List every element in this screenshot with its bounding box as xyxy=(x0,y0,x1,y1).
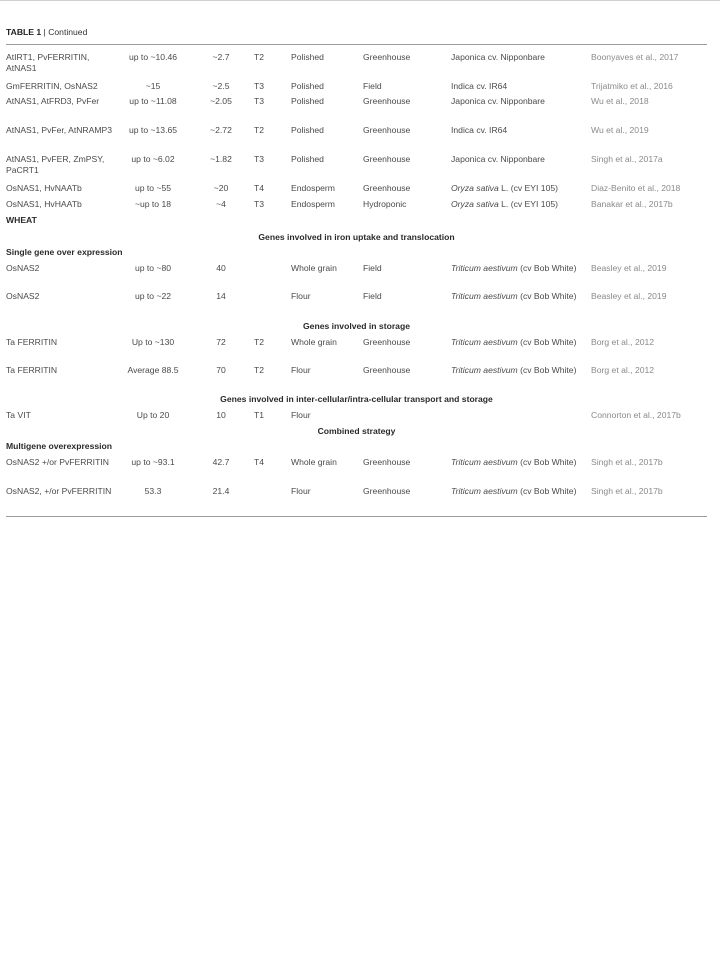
fold-cell: ~2.05 xyxy=(210,96,232,106)
generation-cell: T2 xyxy=(254,52,265,62)
generation-cell: T2 xyxy=(254,365,265,375)
condition-cell: Greenhouse xyxy=(363,52,411,62)
gene-cell: OsNAS1, HvNAATb xyxy=(6,183,82,193)
section-heading-combined: Combined strategy xyxy=(317,426,396,436)
species-name: Triticum aestivum xyxy=(451,486,518,496)
gene-cell: Ta VIT xyxy=(6,410,31,420)
gene-cell: OsNAS2 xyxy=(6,263,40,273)
gene-cell: OsNAS1, HvHAATb xyxy=(6,199,82,209)
table-label: TABLE 1 xyxy=(6,27,42,37)
tissue-cell: Flour xyxy=(291,486,311,496)
generation-cell: T1 xyxy=(254,410,265,420)
increase-cell: ~up to 18 xyxy=(134,199,172,209)
generation-cell: T3 xyxy=(254,199,265,209)
reference-cell: Banakar et al., 2017b xyxy=(591,199,673,209)
caption-separator: | xyxy=(41,27,49,37)
cultivar-cell: Japonica cv. Nipponbare xyxy=(451,154,545,164)
reference-cell: Singh et al., 2017b xyxy=(591,457,663,467)
tissue-cell: Endosperm xyxy=(291,199,335,209)
fold-cell: 21.4 xyxy=(212,486,230,496)
reference-cell: Connorton et al., 2017b xyxy=(591,410,681,420)
section-heading-storage: Genes involved in storage xyxy=(303,321,410,331)
tissue-cell: Whole grain xyxy=(291,337,337,347)
increase-cell: Average 88.5 xyxy=(127,365,179,375)
fold-cell: 14 xyxy=(216,291,226,301)
cultivar-cell xyxy=(451,291,581,302)
table-caption xyxy=(6,27,87,37)
tissue-cell: Flour xyxy=(291,291,311,301)
cultivar-cell: Japonica cv. Nipponbare xyxy=(451,96,545,106)
increase-cell: 53.3 xyxy=(144,486,162,496)
cultivar-cell: Indica cv. IR64 xyxy=(451,125,508,135)
wheat-heading: WHEAT xyxy=(6,215,37,225)
reference-cell: Trijatmiko et al., 2016 xyxy=(591,81,673,91)
reference-cell: Singh et al., 2017b xyxy=(591,486,663,496)
condition-cell: Greenhouse xyxy=(363,486,411,496)
cultivar-cell: Indica cv. IR64 xyxy=(451,81,508,91)
condition-cell: Field xyxy=(363,263,382,273)
tissue-cell: Polished xyxy=(291,96,324,106)
generation-cell: T2 xyxy=(254,337,265,347)
reference-cell: Beasley et al., 2019 xyxy=(591,263,667,273)
condition-cell: Greenhouse xyxy=(363,457,411,467)
increase-cell: ~15 xyxy=(145,81,161,91)
species-name: Oryza sativa xyxy=(451,199,499,209)
table-bottom-rule xyxy=(6,516,707,517)
cultivar-detail: (cv Bob White) xyxy=(517,291,577,301)
tissue-cell: Whole grain xyxy=(291,457,337,467)
fold-cell: 10 xyxy=(216,410,226,420)
cultivar-detail: (cv Bob White) xyxy=(517,486,577,496)
increase-cell: up to ~80 xyxy=(134,263,172,273)
cultivar-cell xyxy=(451,263,581,274)
generation-cell: T4 xyxy=(254,457,265,467)
species-name: Triticum aestivum xyxy=(451,457,518,467)
reference-cell: Boonyaves et al., 2017 xyxy=(591,52,679,62)
species-name: Triticum aestivum xyxy=(451,365,518,375)
increase-cell: Up to ~130 xyxy=(131,337,175,347)
generation-cell: T3 xyxy=(254,81,265,91)
increase-cell: up to ~11.08 xyxy=(129,96,177,106)
reference-cell: Singh et al., 2017a xyxy=(591,154,663,164)
cultivar-cell: Japonica cv. Nipponbare xyxy=(451,52,545,62)
gene-cell: AtNAS1, AtFRD3, PvFer xyxy=(6,96,100,106)
subsection-heading-multi: Multigene overexpression xyxy=(6,441,113,451)
top-border xyxy=(0,0,720,1)
gene-cell: AtNAS1, PvFer, AtNRAMP3 xyxy=(6,125,113,135)
cultivar-cell xyxy=(451,486,581,497)
fold-cell: ~2.5 xyxy=(212,81,230,91)
reference-cell: Wu et al., 2018 xyxy=(591,96,649,106)
cultivar-detail: (cv Bob White) xyxy=(517,365,577,375)
tissue-cell: Flour xyxy=(291,410,311,420)
caption-text: Continued xyxy=(48,27,88,37)
fold-cell: ~2.72 xyxy=(210,125,232,135)
cultivar-detail: (cv Bob White) xyxy=(517,263,577,273)
reference-cell: Borg et al., 2012 xyxy=(591,337,655,347)
reference-cell: Beasley et al., 2019 xyxy=(591,291,667,301)
generation-cell: T3 xyxy=(254,154,265,164)
section-heading-transport: Genes involved in inter-cellular/intra-cellular transport and storage xyxy=(220,394,493,404)
gene-cell: AtNAS1, PvFER, ZmPSY, PaCRT1 xyxy=(6,154,105,175)
tissue-cell: Polished xyxy=(291,154,324,164)
gene-cell: Ta FERRITIN xyxy=(6,337,58,347)
gene-cell: AtIRT1, PvFERRITIN, AtNAS1 xyxy=(6,52,90,73)
tissue-cell: Polished xyxy=(291,81,324,91)
increase-cell: up to ~13.65 xyxy=(128,125,178,135)
species-name: Triticum aestivum xyxy=(451,263,518,273)
cultivar-cell xyxy=(451,457,581,468)
increase-cell: up to ~10.46 xyxy=(128,52,178,62)
fold-cell: 72 xyxy=(216,337,226,347)
section-heading-uptake: Genes involved in iron uptake and translocation xyxy=(258,232,455,242)
generation-cell: T2 xyxy=(254,125,265,135)
fold-cell: 70 xyxy=(216,365,226,375)
cultivar-cell xyxy=(451,365,581,376)
tissue-cell: Flour xyxy=(291,365,311,375)
fold-cell: 40 xyxy=(216,263,226,273)
species-name: Triticum aestivum xyxy=(451,337,518,347)
cultivar-cell xyxy=(451,337,581,348)
cultivar-detail: L. (cv EYI 105) xyxy=(498,199,558,209)
increase-cell: Up to 20 xyxy=(136,410,170,420)
gene-cell: OsNAS2, +/or PvFERRITIN xyxy=(6,486,112,496)
reference-cell: Borg et al., 2012 xyxy=(591,365,655,375)
increase-cell: up to ~55 xyxy=(134,183,172,193)
condition-cell: Greenhouse xyxy=(363,125,411,135)
condition-cell: Greenhouse xyxy=(363,183,411,193)
cultivar-cell xyxy=(451,199,581,210)
reference-cell: Wu et al., 2019 xyxy=(591,125,649,135)
condition-cell: Greenhouse xyxy=(363,154,411,164)
gene-cell: OsNAS2 xyxy=(6,291,40,301)
generation-cell: T4 xyxy=(254,183,265,193)
gene-cell: Ta FERRITIN xyxy=(6,365,58,375)
fold-cell: ~1.82 xyxy=(210,154,232,164)
increase-cell: up to ~6.02 xyxy=(131,154,175,164)
tissue-cell: Endosperm xyxy=(291,183,335,193)
tissue-cell: Polished xyxy=(291,125,324,135)
tissue-cell: Whole grain xyxy=(291,263,337,273)
cultivar-detail: (cv Bob White) xyxy=(517,337,577,347)
fold-cell: ~2.7 xyxy=(212,52,230,62)
cultivar-cell xyxy=(451,183,581,194)
gene-cell: GmFERRITIN, OsNAS2 xyxy=(6,81,98,91)
fold-cell: ~4 xyxy=(216,199,226,209)
table-top-rule xyxy=(6,44,707,45)
reference-cell: Diaz-Benito et al., 2018 xyxy=(591,183,681,193)
subsection-heading-single: Single gene over expression xyxy=(6,247,123,257)
species-name: Oryza sativa xyxy=(451,183,499,193)
cultivar-detail: L. (cv EYI 105) xyxy=(498,183,558,193)
condition-cell: Hydroponic xyxy=(363,199,407,209)
species-name: Triticum aestivum xyxy=(451,291,518,301)
fold-cell: 42.7 xyxy=(212,457,230,467)
condition-cell: Greenhouse xyxy=(363,365,411,375)
condition-cell: Field xyxy=(363,291,382,301)
generation-cell: T3 xyxy=(254,96,265,106)
increase-cell: up to ~22 xyxy=(134,291,172,301)
increase-cell: up to ~93.1 xyxy=(131,457,175,467)
gene-cell: OsNAS2 +/or PvFERRITIN xyxy=(6,457,109,467)
condition-cell: Greenhouse xyxy=(363,96,411,106)
tissue-cell: Polished xyxy=(291,52,324,62)
fold-cell: ~20 xyxy=(213,183,229,193)
cultivar-detail: (cv Bob White) xyxy=(517,457,577,467)
condition-cell: Field xyxy=(363,81,382,91)
condition-cell: Greenhouse xyxy=(363,337,411,347)
